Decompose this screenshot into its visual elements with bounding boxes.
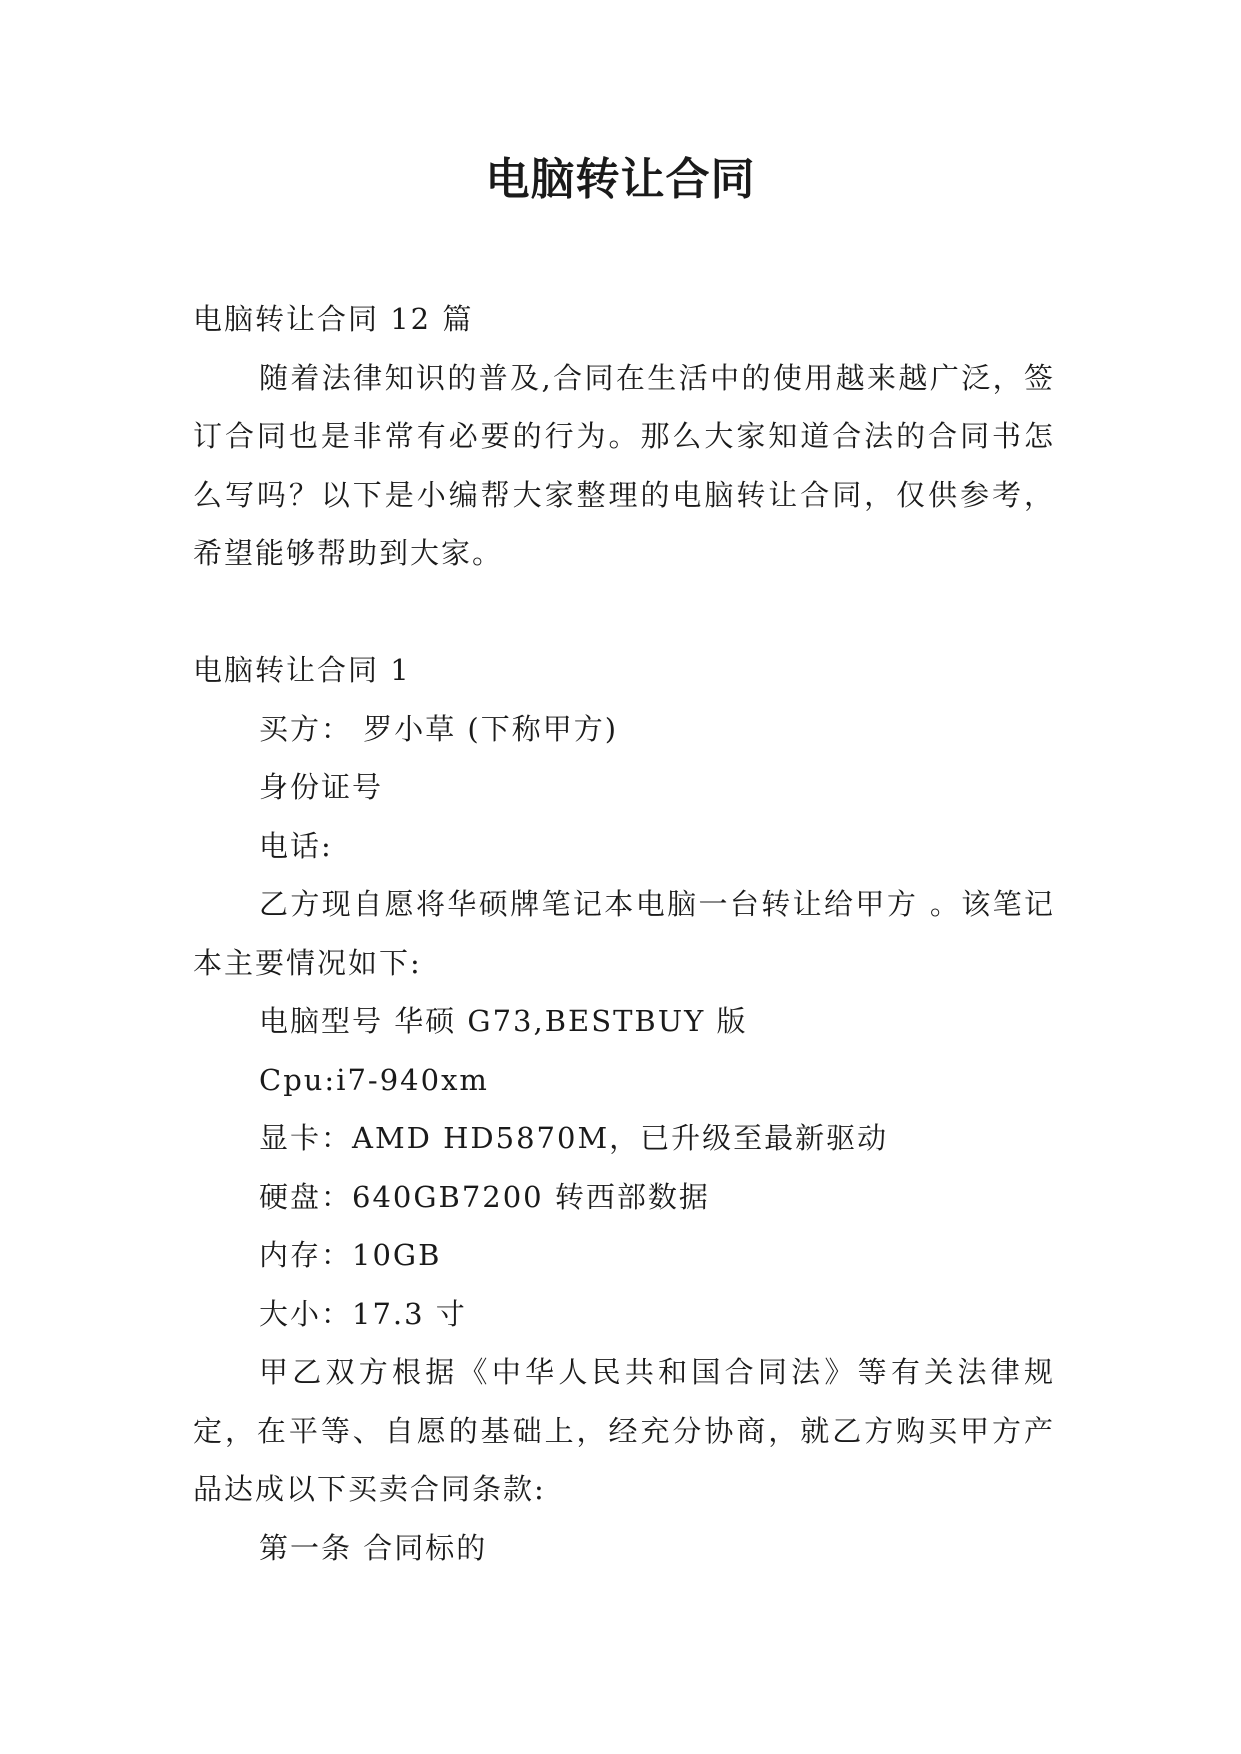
document-title: 电脑转让合同 [485,154,756,205]
gpu-line: 显卡：AMD HD5870M，已升级至最新驱动 [259,1121,889,1155]
document-subtitle: 电脑转让合同 12 篇 [193,302,474,336]
paragraph-spacer [193,583,1055,642]
model-line: 电脑型号 华硕 G73,BESTBUY 版 [259,1004,748,1038]
document-body [193,290,1055,1577]
memory-line: 内存：10GB [259,1238,442,1272]
disk-line: 硬盘：640GB7200 转西部数据 [259,1179,710,1214]
size-line: 大小：17.3 寸 [259,1296,467,1331]
intro-paragraph: 随着法律知识的普及,合同在生活中的使用越来越广泛，签订合同也是非常有必要的行为。那么大家知道合法的合同书怎么写吗？以下是小编帮大家整理的电脑转让合同，仅供参考，希望能够帮助到大家。 [193,360,1055,570]
cpu-line: Cpu:i7-940xm [259,1062,489,1097]
agreement-paragraph: 甲乙双方根据《中华人民共和国合同法》等有关法律规定，在平等、自愿的基础上，经充分协商，就乙方购买甲方产品达成以下买卖合同条款: [193,1355,1055,1506]
transfer-paragraph: 乙方现自愿将华硕牌笔记本电脑一台转让给甲方 。该笔记本主要情况如下: [193,887,1055,980]
article-heading: 第一条 合同标的 [259,1530,488,1565]
id-number-line: 身份证号 [259,770,384,804]
section-heading: 电脑转让合同 1 [193,653,411,687]
buyer-line: 买方： 罗小草 (下称甲方) [259,711,619,746]
phone-line: 电话: [259,828,333,863]
